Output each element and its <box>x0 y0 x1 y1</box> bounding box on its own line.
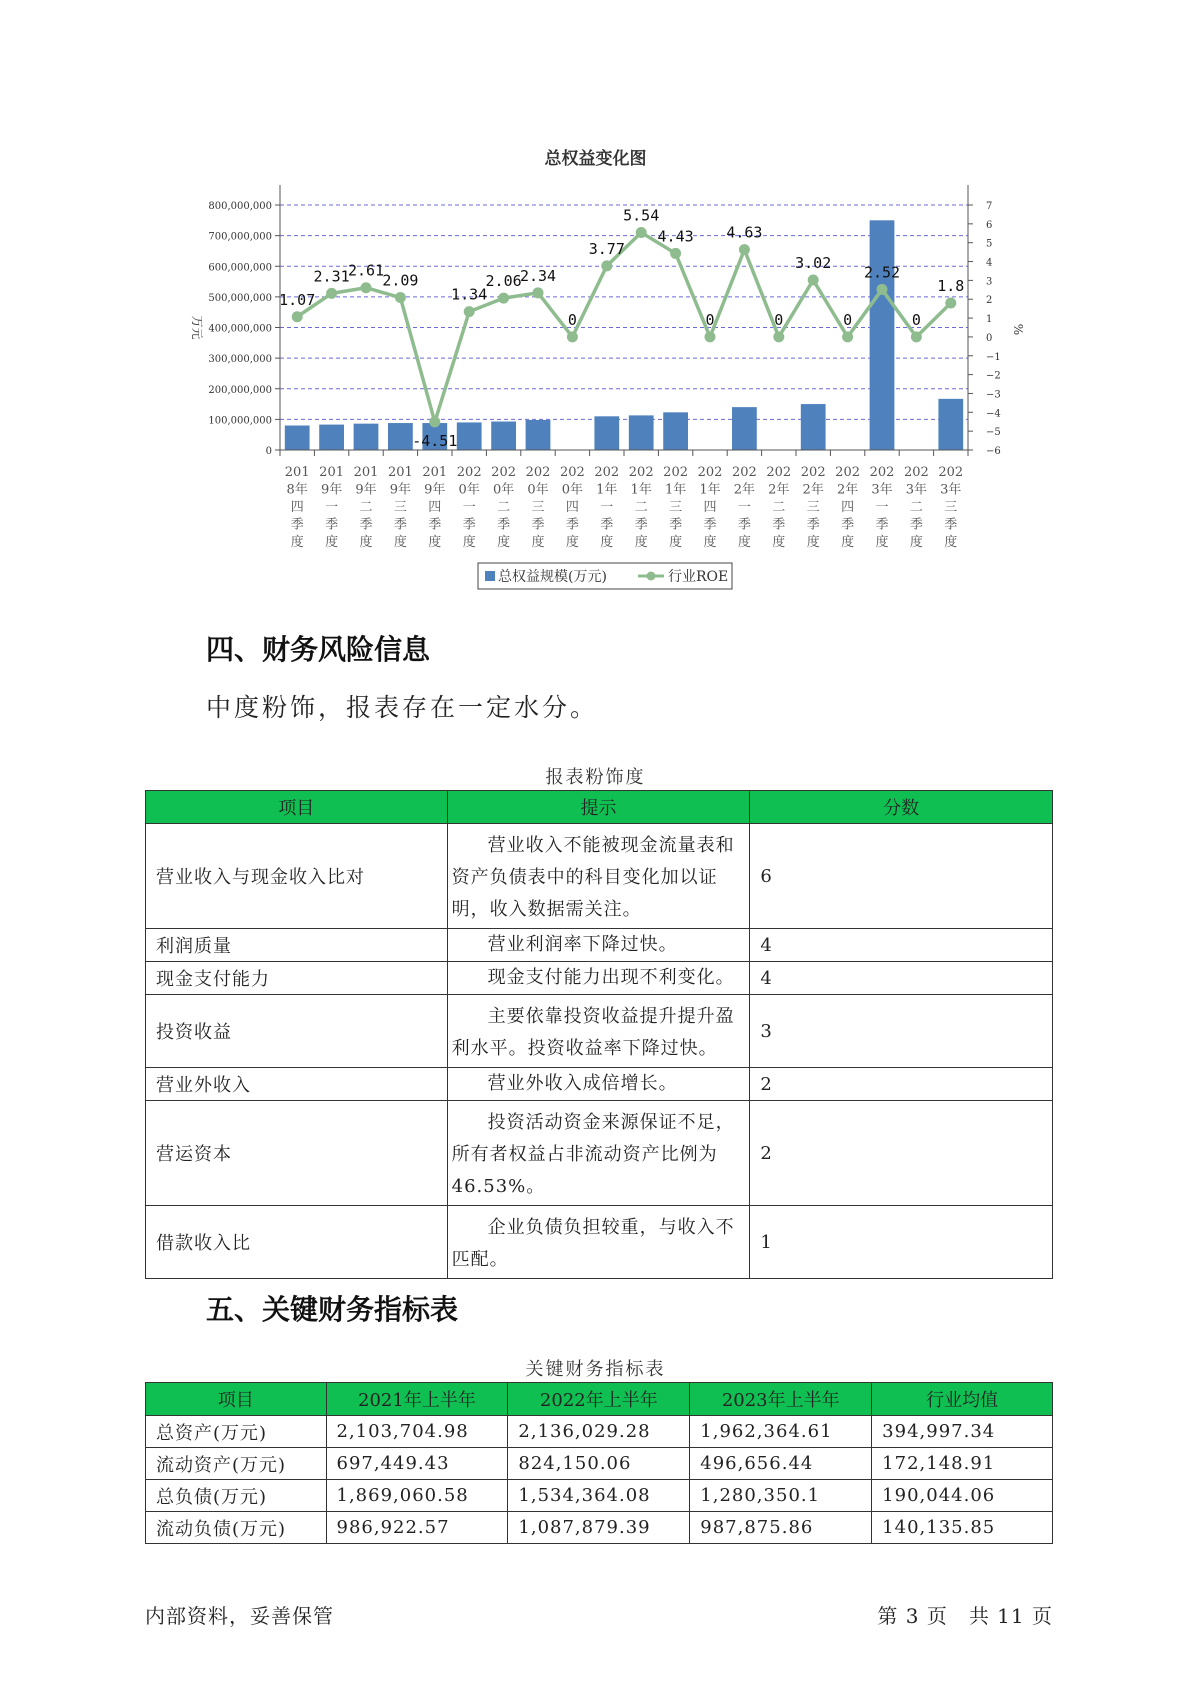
chart-legend <box>478 563 732 589</box>
x-tick-label-line: 度 <box>909 535 923 550</box>
risk-table-caption: 报表粉饰度 <box>545 767 646 788</box>
risk-hint: 企业负债负担较重，与收入不匹配。 <box>447 1206 750 1279</box>
x-tick-label-line: 度 <box>428 535 442 550</box>
key-value-avg: 394,997.34 <box>872 1416 1053 1448</box>
legend-bar-swatch <box>485 571 495 581</box>
table-row <box>146 1416 1053 1448</box>
x-tick-label-line: 四 <box>841 500 855 515</box>
key-header-2023: 2023年上半年 <box>690 1383 872 1416</box>
data-label: -4.51 <box>412 431 458 450</box>
x-tick-label-line: 度 <box>462 535 476 550</box>
data-label: 1.07 <box>279 290 316 309</box>
x-tick-label-line: 季 <box>669 517 683 533</box>
key-value-2021: 2,103,704.98 <box>326 1416 508 1448</box>
x-tick-label-line: 度 <box>669 535 683 550</box>
key-value-2021: 1,869,060.58 <box>326 1480 508 1512</box>
x-tick-label-line: 9年 <box>320 482 343 498</box>
key-value-2023: 496,656.44 <box>690 1448 872 1480</box>
key-item: 流动负债(万元) <box>146 1512 327 1544</box>
x-tick-label-line: 2年 <box>733 482 756 498</box>
bar <box>319 425 344 450</box>
key-header-2022: 2022年上半年 <box>508 1383 690 1416</box>
x-tick-label-line: 一 <box>737 500 751 515</box>
key-value-2021: 697,449.43 <box>326 1448 508 1480</box>
risk-score: 2 <box>750 1068 1053 1101</box>
x-tick-label-line: 二 <box>497 500 511 515</box>
x-tick-label-line: 季 <box>772 517 786 533</box>
x-tick-label-line: 度 <box>290 535 304 550</box>
x-tick-label-line: 四 <box>290 500 304 515</box>
risk-hint: 营业利润率下降过快。 <box>447 929 750 962</box>
table-row <box>146 1206 1053 1279</box>
legend-line-label: 行业ROE <box>668 569 729 585</box>
x-tick-label-line: 202 <box>938 465 964 480</box>
y-tick-label-right: 0 <box>986 332 993 344</box>
y-tick-label-left: 600,000,000 <box>208 262 272 274</box>
x-tick-label-line: 202 <box>869 465 895 480</box>
x-tick-label-line: 度 <box>944 535 958 550</box>
roe-point <box>808 275 819 286</box>
x-tick-label-line: 度 <box>359 535 373 550</box>
key-header-item: 项目 <box>146 1383 327 1416</box>
x-tick-label-line: 度 <box>497 535 511 550</box>
x-tick-label-line: 二 <box>772 500 786 515</box>
data-label: 4.63 <box>726 223 763 242</box>
x-tick-label-line: 二 <box>909 500 923 515</box>
x-tick-label-line: 201 <box>319 465 345 480</box>
x-tick-label-line: 季 <box>841 517 855 533</box>
x-tick-label <box>526 465 551 550</box>
table-row <box>146 1512 1053 1544</box>
key-value-2021: 986,922.57 <box>326 1512 508 1544</box>
x-tick-label-line: 度 <box>703 535 717 550</box>
y-tick-label-right: −3 <box>986 389 1001 401</box>
data-label: 3.77 <box>588 239 625 258</box>
risk-item: 投资收益 <box>146 995 448 1068</box>
x-tick-label-line: 季 <box>531 517 545 533</box>
x-tick-label-line: 季 <box>737 517 751 533</box>
y-tick-label-left: 400,000,000 <box>208 323 272 335</box>
section5-heading: 五、关键财务指标表 <box>206 1293 459 1326</box>
data-label: 2.52 <box>863 263 901 282</box>
x-tick-label <box>835 465 860 550</box>
table-row <box>146 1480 1053 1512</box>
risk-item: 现金支付能力 <box>146 962 448 995</box>
risk-score: 1 <box>750 1206 1053 1279</box>
risk-item: 营运资本 <box>146 1101 448 1206</box>
x-tick-label <box>594 465 619 550</box>
x-tick-label-line: 季 <box>703 517 717 533</box>
x-tick-label-line: 3年 <box>905 482 928 498</box>
bar <box>354 424 379 450</box>
x-tick-label-line: 二 <box>634 500 648 515</box>
key-metrics-table <box>145 1382 1053 1544</box>
key-value-avg: 140,135.85 <box>872 1512 1053 1544</box>
data-label: 2.09 <box>382 271 419 290</box>
risk-header-score: 分数 <box>750 791 1053 824</box>
x-tick-label <box>457 465 482 550</box>
x-tick-label-line: 度 <box>531 535 545 550</box>
x-tick-label-line: 季 <box>909 517 923 533</box>
risk-score: 4 <box>750 929 1053 962</box>
x-tick-label-line: 202 <box>594 465 620 480</box>
risk-summary: 中度粉饰，报表存在一定水分。 <box>206 693 599 722</box>
key-value-avg: 172,148.91 <box>872 1448 1053 1480</box>
equity-chart <box>0 0 1191 600</box>
x-tick-label-line: 度 <box>875 535 889 550</box>
y-tick-label-right: −5 <box>986 427 1001 439</box>
y-tick-label-right: −6 <box>986 446 1001 457</box>
x-tick-label <box>422 465 447 550</box>
x-tick-label-line: 2年 <box>768 482 790 498</box>
x-tick-label <box>285 465 310 550</box>
chart-labels <box>279 207 964 450</box>
x-tick-label-line: 0年 <box>527 482 549 498</box>
roe-point <box>601 260 612 271</box>
y-tick-label-left: 500,000,000 <box>208 292 272 304</box>
x-tick-label-line: 季 <box>600 517 614 533</box>
x-tick-label <box>904 465 929 550</box>
x-tick-label-line: 202 <box>835 465 861 480</box>
footer-page-number: 第 3 页 共 11 页 <box>877 1604 1053 1628</box>
x-tick-label-line: 202 <box>800 465 826 480</box>
x-tick-label-line: 2年 <box>836 482 859 498</box>
x-tick-label-line: 四 <box>565 500 579 515</box>
x-tick-label-line: 9年 <box>355 482 377 498</box>
key-value-2022: 2,136,029.28 <box>508 1416 690 1448</box>
y-tick-label-left: 800,000,000 <box>208 201 272 212</box>
x-tick-label-line: 一 <box>875 500 889 515</box>
y-tick-label-right: 1 <box>986 314 993 326</box>
legend-line-marker <box>647 572 656 581</box>
roe-point <box>567 331 578 342</box>
x-tick-label-line: 202 <box>456 465 482 480</box>
data-label: 2.34 <box>519 266 557 285</box>
risk-score: 3 <box>750 995 1053 1068</box>
x-tick-label-line: 1年 <box>596 482 618 498</box>
x-tick-label-line: 度 <box>737 535 751 550</box>
x-tick-label-line: 季 <box>359 517 373 533</box>
table-row <box>146 1101 1053 1206</box>
x-tick-label-line: 8年 <box>286 482 308 498</box>
risk-score: 2 <box>750 1101 1053 1206</box>
x-tick-label-line: 0年 <box>458 482 480 498</box>
risk-header-item: 项目 <box>146 791 448 824</box>
x-tick-label-line: 三 <box>806 500 820 515</box>
key-value-2023: 1,280,350.1 <box>690 1480 872 1512</box>
roe-point <box>877 284 888 295</box>
x-tick-label-line: 二 <box>359 500 373 515</box>
x-tick-label <box>319 465 344 550</box>
x-tick-label-line: 度 <box>600 535 614 550</box>
y-tick-label-left: 700,000,000 <box>208 231 272 243</box>
footer-confidential: 内部资料，妥善保管 <box>145 1604 334 1628</box>
x-tick-label-line: 3年 <box>871 482 893 498</box>
x-tick-label <box>801 465 826 550</box>
x-tick-label-line: 9年 <box>389 482 412 498</box>
x-tick-label-line: 一 <box>325 500 339 515</box>
x-tick-label-line: 三 <box>531 500 545 515</box>
risk-table-header <box>146 791 1053 824</box>
x-tick-label-line: 季 <box>428 517 442 533</box>
risk-item: 营业收入与现金收入比对 <box>146 824 448 929</box>
key-item: 流动资产(万元) <box>146 1448 327 1480</box>
key-value-2022: 1,087,879.39 <box>508 1512 690 1544</box>
risk-hint: 营业外收入成倍增长。 <box>447 1068 750 1101</box>
x-tick-label-line: 季 <box>944 517 958 533</box>
key-table-header <box>146 1383 1053 1416</box>
bar <box>491 422 516 450</box>
legend-bar-label: 总权益规模(万元) <box>498 569 607 585</box>
x-tick-label-line: 9年 <box>424 482 446 498</box>
x-tick-label-line: 0年 <box>492 482 515 498</box>
key-header-avg: 行业均值 <box>872 1383 1053 1416</box>
roe-point <box>945 298 956 309</box>
risk-hint: 营业收入不能被现金流量表和资产负债表中的科目变化加以证明，收入数据需关注。 <box>447 824 750 929</box>
x-tick-label-line: 度 <box>772 535 786 550</box>
x-tick-label-line: 202 <box>525 465 551 480</box>
y-tick-label-right: −1 <box>986 351 1001 363</box>
x-tick-label-line: 度 <box>634 535 648 550</box>
x-tick-label-line: 201 <box>387 465 413 480</box>
data-label: 2.61 <box>347 261 385 280</box>
key-item: 总负债(万元) <box>146 1480 327 1512</box>
roe-point <box>842 331 853 342</box>
y-axis-title-left: 万元 <box>190 315 204 340</box>
x-tick-label-line: 季 <box>806 517 820 533</box>
x-tick-label <box>663 465 688 550</box>
table-row <box>146 962 1053 995</box>
data-label: 3.02 <box>795 254 832 273</box>
data-label: 0 <box>567 310 577 329</box>
y-tick-label-right: −2 <box>986 370 1001 382</box>
y-tick-label-right: 2 <box>986 295 993 307</box>
x-tick-label-line: 1年 <box>664 482 687 498</box>
key-value-2023: 987,875.86 <box>690 1512 872 1544</box>
bar <box>594 416 619 450</box>
key-value-2022: 1,534,364.08 <box>508 1480 690 1512</box>
roe-point <box>739 244 750 255</box>
data-label: 0 <box>911 310 921 329</box>
roe-point <box>395 292 406 303</box>
x-tick-label-line: 202 <box>697 465 723 480</box>
x-tick-label <box>766 465 791 550</box>
data-label: 1.8 <box>937 277 965 295</box>
x-tick-label-line: 202 <box>628 465 654 480</box>
risk-table <box>145 790 1053 1279</box>
x-tick-label-line: 季 <box>634 517 648 533</box>
table-row <box>146 1068 1053 1101</box>
risk-score: 6 <box>750 824 1053 929</box>
x-tick-label-line: 1年 <box>630 482 652 498</box>
key-item: 总资产(万元) <box>146 1416 327 1448</box>
y-tick-label-left: 0 <box>265 446 272 457</box>
x-tick-label <box>354 465 379 550</box>
x-tick-label-line: 三 <box>393 500 407 515</box>
key-value-2023: 1,962,364.61 <box>690 1416 872 1448</box>
x-tick-label <box>870 465 895 550</box>
risk-score: 4 <box>750 962 1053 995</box>
y-tick-label-right: 3 <box>986 276 993 288</box>
data-label: 0 <box>774 310 784 329</box>
x-tick-label-line: 202 <box>663 465 689 480</box>
x-tick-label-line: 度 <box>806 535 820 550</box>
roe-point <box>636 227 647 238</box>
roe-point <box>670 248 681 259</box>
table-row <box>146 1448 1053 1480</box>
key-header-2021: 2021年上半年 <box>326 1383 508 1416</box>
bar <box>285 426 310 451</box>
x-tick-label-line: 202 <box>766 465 792 480</box>
x-tick-label-line: 季 <box>497 517 511 533</box>
x-tick-label-line: 季 <box>290 517 304 533</box>
key-table-caption: 关键财务指标表 <box>525 1359 666 1380</box>
chart-title: 总权益变化图 <box>544 149 647 169</box>
x-tick-label <box>938 465 963 550</box>
data-label: 5.54 <box>623 206 660 225</box>
key-value-2022: 824,150.06 <box>508 1448 690 1480</box>
bar <box>457 422 482 450</box>
data-label: 2.06 <box>485 272 522 291</box>
x-tick-label-line: 201 <box>353 465 379 480</box>
x-tick-label-line: 度 <box>393 535 407 550</box>
roe-point <box>911 331 922 342</box>
roe-point <box>326 288 337 299</box>
bar <box>801 404 826 450</box>
y-tick-label-right: −4 <box>986 408 1001 420</box>
x-tick-label-line: 度 <box>325 535 339 550</box>
x-tick-label-line: 季 <box>393 517 407 533</box>
y-tick-label-left: 200,000,000 <box>208 384 272 396</box>
x-tick-label-line: 四 <box>428 500 442 515</box>
y-tick-label-right: 5 <box>986 238 993 250</box>
x-tick-label-line: 一 <box>600 500 614 515</box>
x-tick-label <box>732 465 757 550</box>
data-label: 4.43 <box>657 227 694 246</box>
roe-point <box>533 287 544 298</box>
x-tick-label-line: 2年 <box>802 482 824 498</box>
x-tick-label-line: 202 <box>731 465 757 480</box>
x-tick-label-line: 1年 <box>699 482 721 498</box>
bar <box>938 399 963 450</box>
risk-item: 利润质量 <box>146 929 448 962</box>
roe-point <box>705 331 716 342</box>
data-label: 2.31 <box>313 267 350 286</box>
data-label: 1.34 <box>451 285 488 304</box>
x-tick-label <box>629 465 654 550</box>
data-label: 0 <box>843 310 853 329</box>
bar <box>663 412 688 450</box>
table-row <box>146 824 1053 929</box>
y-tick-label-right: 4 <box>986 257 993 269</box>
key-value-avg: 190,044.06 <box>872 1480 1053 1512</box>
table-row <box>146 929 1053 962</box>
x-tick-label-line: 201 <box>284 465 310 480</box>
x-tick-label-line: 四 <box>703 500 717 515</box>
x-tick-label-line: 度 <box>841 535 855 550</box>
x-tick-label-line: 季 <box>875 517 889 533</box>
bar <box>629 415 654 450</box>
section4-heading: 四、财务风险信息 <box>206 633 431 666</box>
bar <box>388 423 413 450</box>
roe-point <box>292 311 303 322</box>
bar <box>526 420 551 450</box>
x-tick-label <box>560 465 585 550</box>
y-tick-label-left: 100,000,000 <box>208 415 272 427</box>
x-tick-label-line: 季 <box>462 517 476 533</box>
roe-point <box>498 293 509 304</box>
x-tick-label-line: 3年 <box>940 482 962 498</box>
risk-header-hint: 提示 <box>447 791 750 824</box>
bar <box>732 407 757 450</box>
x-tick-label <box>491 465 516 550</box>
risk-item: 借款收入比 <box>146 1206 448 1279</box>
x-tick-label <box>388 465 413 550</box>
risk-item: 营业外收入 <box>146 1068 448 1101</box>
roe-point <box>464 306 475 317</box>
y-tick-label-right: 6 <box>986 219 993 231</box>
x-tick-label <box>698 465 723 550</box>
table-row <box>146 995 1053 1068</box>
x-tick-label-line: 201 <box>422 465 448 480</box>
risk-hint: 投资活动资金来源保证不足，所有者权益占非流动资产比例为46.53%。 <box>447 1101 750 1206</box>
y-tick-label-left: 300,000,000 <box>208 354 272 366</box>
bar <box>870 220 895 450</box>
x-tick-label-line: 三 <box>944 500 958 515</box>
y-axis-title-right: % <box>1011 323 1025 336</box>
x-tick-label-line: 202 <box>559 465 585 480</box>
risk-hint: 主要依靠投资收益提升提升盈利水平。投资收益率下降过快。 <box>447 995 750 1068</box>
x-tick-label-line: 202 <box>491 465 517 480</box>
x-tick-label-line: 0年 <box>561 482 584 498</box>
data-label: 0 <box>705 310 715 329</box>
x-tick-label-line: 季 <box>565 517 579 533</box>
roe-point <box>773 331 784 342</box>
x-tick-label-line: 三 <box>669 500 683 515</box>
x-tick-label-line: 202 <box>903 465 929 480</box>
y-tick-label-right: 7 <box>986 201 993 212</box>
x-tick-label-line: 度 <box>565 535 579 550</box>
roe-point <box>429 416 440 427</box>
x-tick-label-line: 季 <box>325 517 339 533</box>
roe-point <box>361 282 372 293</box>
risk-hint: 现金支付能力出现不利变化。 <box>447 962 750 995</box>
x-tick-label-line: 一 <box>462 500 476 515</box>
